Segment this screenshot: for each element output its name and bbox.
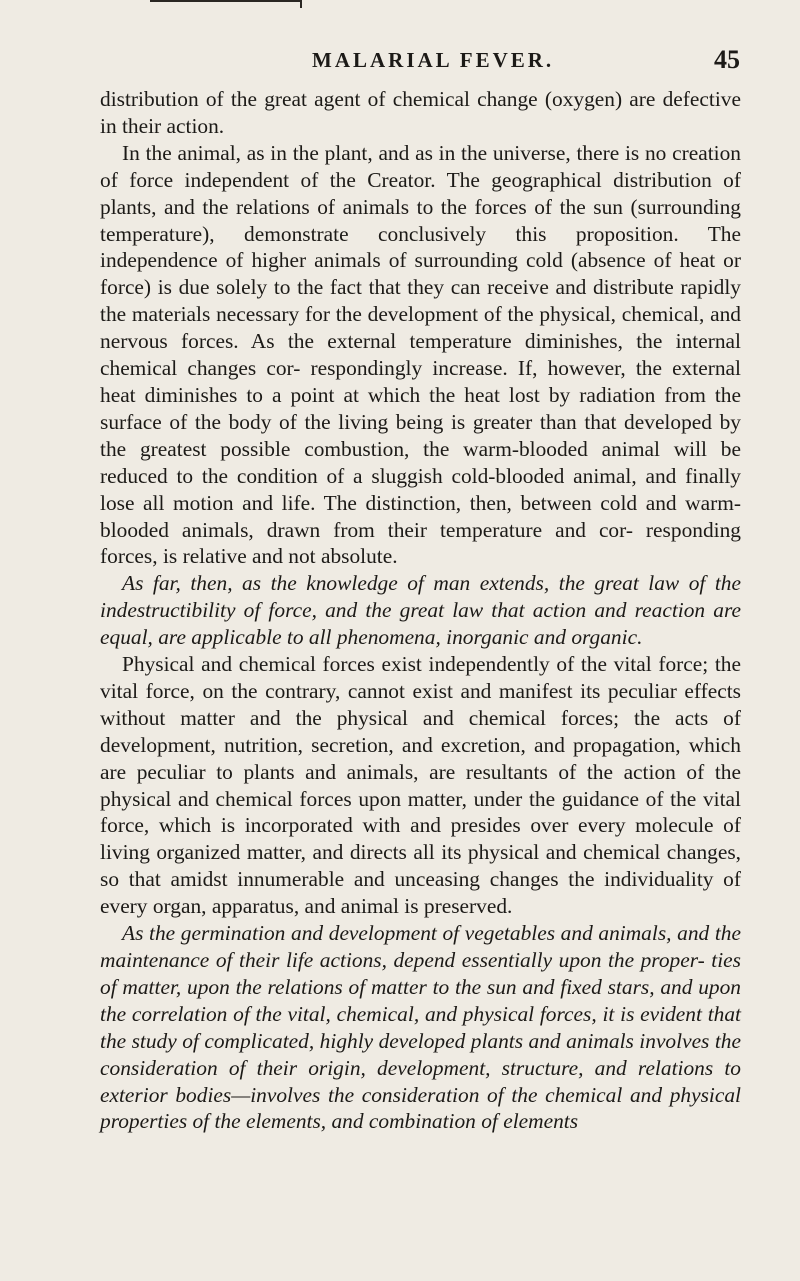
- paragraph-3-italic: As far, then, as the knowledge of man extends, the great law of the indestructibility of force, and the great law that action and reaction are equal, are applicable to all phenomena, inorganic and organic.: [100, 571, 741, 650]
- page-number: 45: [714, 45, 740, 74]
- paragraph-2: In the animal, as in the plant, and as in the universe, there is no creation of force independent of the Creator. The geographical distribution of plants, and the relations of animals to the forces of the sun (surrounding temperature), demonstrate conclusively this proposition. The independence of higher animals of surrounding cold (absence of heat or force) is due solely to the fact that they can receive and distribute rapidly the materials necessary for the development of the physical, chemical, and nervous forces. As the external temperature diminishes, the internal chemical changes cor- respondingly increase. If, however, the external heat diminishes to a point at which the heat lost by radiation from the surface of the body of the living being is greater than that developed by the greatest possible combustion, the warm-blooded animal will be reduced to the condition of a sluggish cold-blooded animal, and finally lose all motion and life. The distinction, then, between cold and warm-blooded animals, drawn from their temperature and cor- responding forces, is relative and not absolute.: [100, 140, 741, 569]
- top-edge-rule-tick: [300, 0, 302, 8]
- running-head: MALARIAL FEVER.: [312, 48, 555, 72]
- body-text: [100, 86, 741, 1135]
- paragraph-5-italic: As the germination and development of vegetables and animals, and the maintenance of their life actions, depend essentially upon the proper- ties of matter, upon the relations of matter to the sun and fixed stars, and upon the correlation of the vital, chemical, and physical forces, it is evident that the study of complicated, highly developed plants and animals involves the consideration of their origin, development, structure, and relations to exterior bodies—involves the consideration of the chemical and physical properties of the elements, and combination of elements: [100, 921, 741, 1134]
- paragraph-4: Physical and chemical forces exist independently of the vital force; the vital force, on the contrary, cannot exist and manifest its peculiar effects without matter and the physical and chemical forces; the acts of development, nutrition, secretion, and excretion, and propagation, which are peculiar to plants and animals, are resultants of the action of the physical and chemical forces upon matter, under the guidance of the vital force, which is incorporated with and presides over every molecule of living organized matter, and directs all its physical and chemical changes, so that amidst innumerable and unceasing changes the individuality of every organ, apparatus, and animal is preserved.: [100, 652, 741, 919]
- top-edge-rule: [150, 0, 300, 2]
- paragraph-1: distribution of the great agent of chemical change (oxygen) are defective in their action.: [100, 87, 741, 138]
